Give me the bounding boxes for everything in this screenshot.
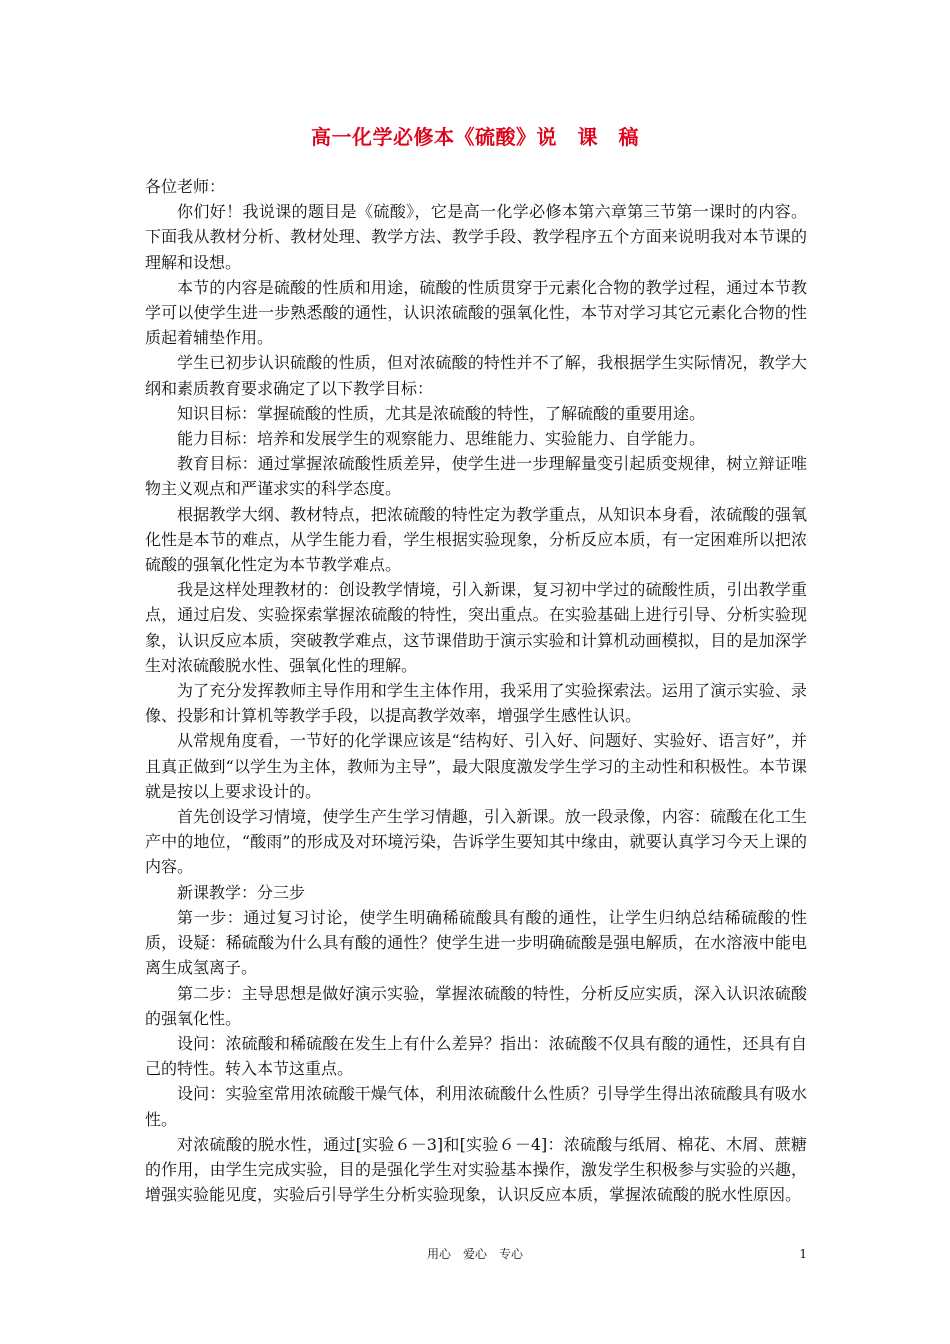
paragraph-step-two: 第二步：主导思想是做好演示实验，掌握浓硫酸的特性，分析反应实质，深入认识浓硫酸的强氧化性。 xyxy=(145,983,807,1028)
paragraph-new-lesson: 新课教学：分三步 xyxy=(177,882,306,902)
paragraph-students: 学生已初步认识硫酸的性质，但对浓硫酸的特性并不了解，我根据学生实际情况，教学大纲和素质教育要求确定了以下教学目标： xyxy=(145,353,807,398)
paragraph-intro: 你们好！我说课的题目是《硫酸》，它是高一化学必修本第六章第三节第一课时的内容。下面我从教材分析、教材处理、教学方法、教学手段、教学程序五个方面来说明我对本节课的理解和设想。 xyxy=(145,202,807,272)
paragraph-content: 本节的内容是硫酸的性质和用途，硫酸的性质贯穿于元素化合物的教学过程，通过本节教学可以使学生进一步熟悉酸的通性，认识浓硫酸的强氧化性，本节对学习其它元素化合物的性质起着辅垫作用。 xyxy=(145,277,807,348)
paragraph-question-two: 设问：实验室常用浓硫酸干燥气体，利用浓硫酸什么性质？引导学生得出浓硫酸具有吸水性。 xyxy=(145,1084,807,1129)
page-number: 1 xyxy=(799,1247,807,1261)
footer-motto: 用心 爱心 专心 xyxy=(426,1247,523,1261)
paragraph-knowledge-goal: 知识目标：掌握硫酸的性质，尤其是浓硫酸的特性，了解硫酸的重要用途。 xyxy=(177,403,706,423)
document-title: 高一化学必修本《硫酸》说 课 稿 xyxy=(311,125,639,149)
greeting-line: 各位老师： xyxy=(145,177,226,196)
paragraph-question-one: 设问：浓硫酸和稀硫酸在发生上有什么差异？指出：浓硫酸不仅具有酸的通性，还具有自己的特性。转入本节这重点。 xyxy=(145,1033,807,1079)
paragraph-step-one: 第一步：通过复习讨论，使学生明确稀硫酸具有酸的通性，让学生归纳总结稀硫酸的性质，设疑：稀硫酸为什么具有酸的通性？使学生进一步明确硫酸是强电解质，在水溶液中能电离生成氢离子。 xyxy=(145,907,807,978)
document-body xyxy=(145,174,807,1207)
paragraph-introduction: 首先创设学习情境，使学生产生学习情趣，引入新课。放一段录像，内容：硫酸在化工生产中的地位，“酸雨”的形成及对环境污染，告诉学生要知其中缘由，就要认真学习今天上课的内容。 xyxy=(145,807,807,877)
paragraph-material-handling: 我是这样处理教材的：创设教学情境，引入新课，复习初中学过的硫酸性质，引出教学重点，通过启发、实验探索掌握浓硫酸的特性，突出重点。在实验基础上进行引导、分析实验现象，认识反应本质，突破教学难点，这节课借助于演示实验和计算机动画模拟，目的是加深学生对浓硫酸脱水性、强氧化性的理解。 xyxy=(145,580,807,675)
paragraph-good-lesson: 从常规角度看，一节好的化学课应该是“结构好、引入好、问题好、实验好、语言好”，并且真正做到“以学生为主体，教师为主导”，最大限度激发学生学习的主动性和积极性。本节课就是按以上要求设计的。 xyxy=(145,731,807,801)
paragraph-education-goal: 教育目标：通过掌握浓硫酸性质差异，使学生进一步理解量变引起质变规律，树立辩证唯物主义观点和严谨求实的科学态度。 xyxy=(145,454,807,499)
paragraph-methods: 为了充分发挥教师主导作用和学生主体作用，我采用了实验探索法。运用了演示实验、录像、投影和计算机等教学手段，以提高教学效率，增强学生感性认识。 xyxy=(145,681,807,726)
paragraph-ability-goal: 能力目标：培养和发展学生的观察能力、思维能力、实验能力、自学能力。 xyxy=(177,429,706,449)
paragraph-key-points: 根据教学大纲、教材特点，把浓硫酸的特性定为教学重点，从知识本身看，浓硫酸的强氧化性是本节的难点，从学生能力看，学生根据实验现象，分析反应本质，有一定困难所以把浓硫酸的强氧化性定为本节教学难点。 xyxy=(145,504,807,575)
paragraph-dehydration: 对浓硫酸的脱水性，通过[实验６－3]和[实验６－4]：浓硫酸与纸屑、棉花、木屑、蔗糖的作用，由学生完成实验，目的是强化学生对实验基本操作，激发学生积极参与实验的兴趣，增强实验能见度，实验后引导学生分析实验现象，认识反应本质，掌握浓硫酸的脱水性原因。 xyxy=(145,1134,807,1205)
